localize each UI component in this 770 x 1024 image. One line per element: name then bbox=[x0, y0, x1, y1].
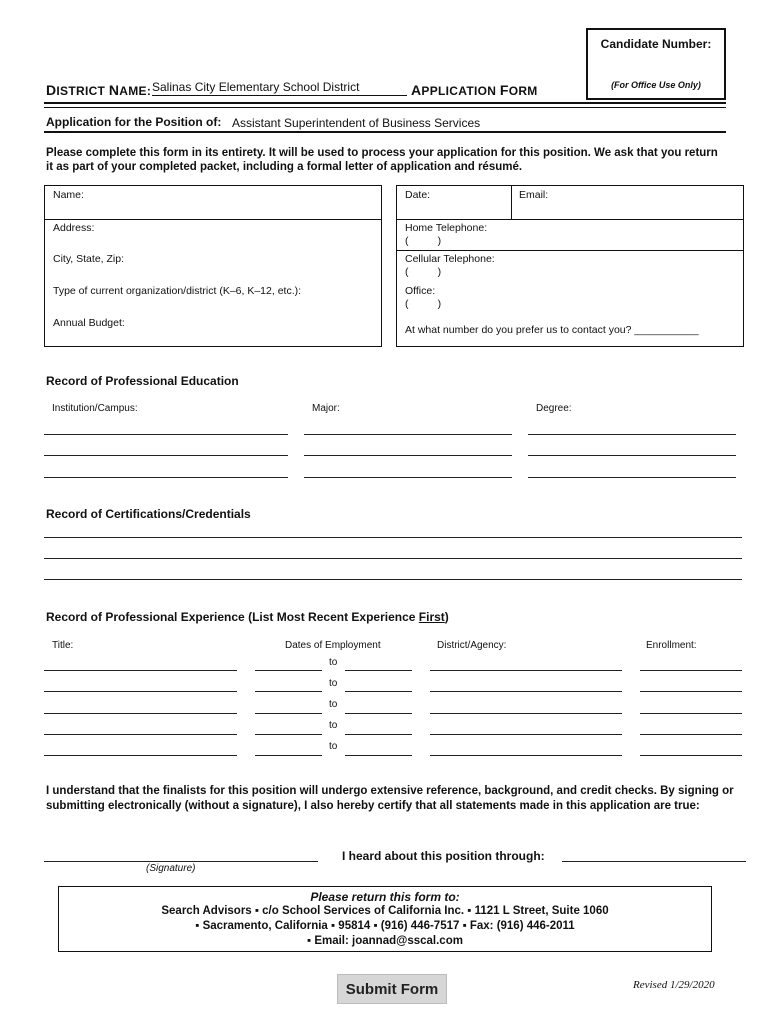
education-col-degree: Degree: bbox=[536, 403, 572, 414]
education-line[interactable] bbox=[304, 477, 512, 478]
position-field[interactable]: Assistant Superintendent of Business Services bbox=[232, 116, 481, 130]
to-label: to bbox=[329, 678, 338, 689]
header-rule-thick bbox=[44, 102, 726, 104]
experience-title: Record of Professional Experience (List Most Recent Experience First) bbox=[46, 610, 449, 624]
signature-label: (Signature) bbox=[146, 863, 196, 874]
return-address-box bbox=[58, 886, 712, 952]
education-line[interactable] bbox=[528, 477, 736, 478]
experience-col-enrollment: Enrollment: bbox=[646, 640, 697, 651]
return-title: Please return this form to: bbox=[310, 890, 460, 904]
experience-title-line[interactable] bbox=[44, 755, 237, 756]
candidate-number-box bbox=[586, 28, 726, 100]
budget-label[interactable]: Annual Budget: bbox=[53, 317, 125, 329]
office-use-note: (For Office Use Only) bbox=[611, 80, 701, 90]
education-line[interactable] bbox=[44, 455, 288, 456]
heard-about-label: I heard about this position through: bbox=[342, 849, 545, 863]
education-col-institution: Institution/Campus: bbox=[52, 403, 138, 414]
divider bbox=[397, 250, 743, 251]
experience-enrollment-line[interactable] bbox=[640, 713, 742, 714]
experience-to-line[interactable] bbox=[345, 670, 412, 671]
cell-phone-label[interactable]: Cellular Telephone: bbox=[405, 253, 495, 265]
education-line[interactable] bbox=[304, 434, 512, 435]
education-line[interactable] bbox=[304, 455, 512, 456]
experience-district-line[interactable] bbox=[430, 734, 622, 735]
city-state-zip-label[interactable]: City, State, Zip: bbox=[53, 253, 124, 265]
experience-to-line[interactable] bbox=[345, 734, 412, 735]
revised-date: Revised 1/29/2020 bbox=[633, 979, 715, 991]
experience-title-line[interactable] bbox=[44, 734, 237, 735]
experience-from-line[interactable] bbox=[255, 755, 322, 756]
return-line-1: Search Advisors ▪ c/o School Services of California Inc. ▪ 1121 L Street, Suite 1060 bbox=[161, 905, 609, 917]
education-line[interactable] bbox=[44, 434, 288, 435]
date-label[interactable]: Date: bbox=[405, 189, 431, 201]
email-label[interactable]: Email: bbox=[519, 189, 549, 201]
experience-col-dates: Dates of Employment bbox=[285, 640, 381, 651]
preferred-contact-label[interactable]: At what number do you prefer us to contact you? ___________ bbox=[405, 324, 699, 336]
org-type-label[interactable]: Type of current organization/district (K–6, K–12, etc.): bbox=[53, 285, 302, 297]
experience-from-line[interactable] bbox=[255, 691, 322, 692]
education-line[interactable] bbox=[44, 477, 288, 478]
instructions-text: Please complete this form in its entirety. It will be used to process your application for this position. We ask that you return it as part of your completed packet, including a formal letter of application and résumé. bbox=[46, 147, 718, 173]
experience-title-line[interactable] bbox=[44, 670, 237, 671]
return-line-3: ▪ Email: joannad@sscal.com bbox=[307, 935, 463, 947]
to-label: to bbox=[329, 741, 338, 752]
contact-left-box bbox=[44, 185, 382, 347]
experience-to-line[interactable] bbox=[345, 755, 412, 756]
heard-about-line[interactable] bbox=[562, 861, 746, 862]
experience-district-line[interactable] bbox=[430, 713, 622, 714]
experience-enrollment-line[interactable] bbox=[640, 691, 742, 692]
experience-from-line[interactable] bbox=[255, 713, 322, 714]
education-line[interactable] bbox=[528, 434, 736, 435]
position-label: Application for the Position of: bbox=[46, 115, 222, 129]
experience-from-line[interactable] bbox=[255, 670, 322, 671]
district-name-label: DISTRICT NAME: bbox=[46, 82, 152, 98]
experience-enrollment-line[interactable] bbox=[640, 734, 742, 735]
experience-enrollment-line[interactable] bbox=[640, 755, 742, 756]
experience-to-line[interactable] bbox=[345, 691, 412, 692]
experience-enrollment-line[interactable] bbox=[640, 670, 742, 671]
position-rule bbox=[44, 131, 726, 133]
experience-title-line[interactable] bbox=[44, 713, 237, 714]
return-line-2: ▪ Sacramento, California ▪ 95814 ▪ (916) 446-7517 ▪ Fax: (916) 446-2011 bbox=[195, 920, 575, 932]
education-title: Record of Professional Education bbox=[46, 374, 239, 388]
education-line[interactable] bbox=[528, 455, 736, 456]
to-label: to bbox=[329, 720, 338, 731]
office-phone-label[interactable]: Office: bbox=[405, 285, 436, 297]
divider bbox=[397, 219, 743, 220]
home-phone-paren: ( ) bbox=[405, 235, 442, 247]
signature-line[interactable] bbox=[44, 861, 318, 862]
experience-district-line[interactable] bbox=[430, 755, 622, 756]
cell-phone-paren: ( ) bbox=[405, 266, 442, 278]
experience-from-line[interactable] bbox=[255, 734, 322, 735]
certify-statement: I understand that the finalists for this position will undergo extensive reference, background, and credit checks. By signing or submitting electronically (without a signature), I also hereby certify that all statements made in this application are true: bbox=[46, 785, 734, 812]
header-rule-thin bbox=[44, 107, 726, 108]
certification-line[interactable] bbox=[44, 558, 742, 559]
experience-title-line[interactable] bbox=[44, 691, 237, 692]
divider bbox=[511, 186, 512, 219]
district-name-field[interactable]: Salinas City Elementary School District bbox=[152, 80, 407, 96]
name-label[interactable]: Name: bbox=[53, 189, 84, 201]
submit-button[interactable]: Submit Form bbox=[337, 974, 447, 1004]
certification-line[interactable] bbox=[44, 537, 742, 538]
education-col-major: Major: bbox=[312, 403, 340, 414]
certification-line[interactable] bbox=[44, 579, 742, 580]
to-label: to bbox=[329, 699, 338, 710]
experience-to-line[interactable] bbox=[345, 713, 412, 714]
divider bbox=[45, 219, 381, 220]
home-phone-label[interactable]: Home Telephone: bbox=[405, 222, 488, 234]
application-form-title: APPLICATION FORM bbox=[411, 82, 538, 98]
experience-col-title: Title: bbox=[52, 640, 74, 651]
experience-district-line[interactable] bbox=[430, 691, 622, 692]
certifications-title: Record of Certifications/Credentials bbox=[46, 507, 251, 521]
candidate-number-label: Candidate Number: bbox=[600, 37, 712, 51]
experience-col-district: District/Agency: bbox=[437, 640, 507, 651]
address-label[interactable]: Address: bbox=[53, 222, 95, 234]
to-label: to bbox=[329, 657, 338, 668]
experience-district-line[interactable] bbox=[430, 670, 622, 671]
office-phone-paren: ( ) bbox=[405, 298, 442, 310]
contact-right-box bbox=[396, 185, 744, 347]
